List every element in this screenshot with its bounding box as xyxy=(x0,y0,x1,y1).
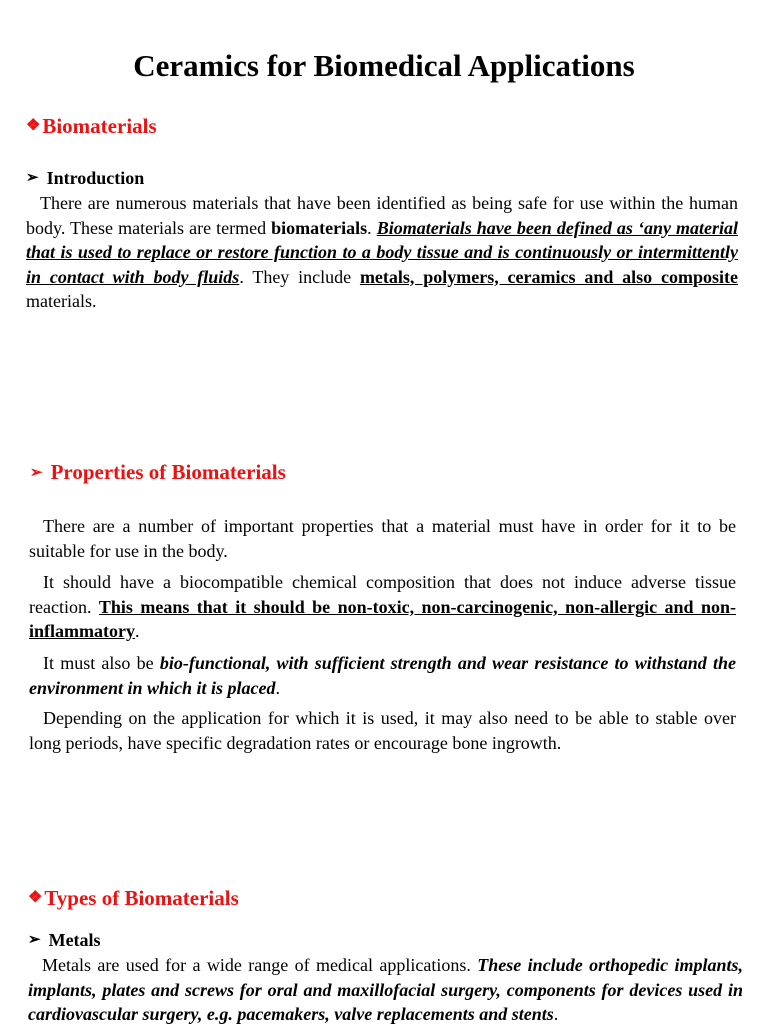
section-heading-biomaterials xyxy=(26,113,157,139)
intro-material-types: metals, polymers, ceramics and also composite xyxy=(359,266,738,287)
intro-text-7: materials. xyxy=(26,291,97,311)
arrow-bullet-icon: ➢ xyxy=(28,932,41,948)
heading-text: Biomaterials xyxy=(42,114,157,138)
prop3-emphasis: bio-functional, with sufficient strength and wear resistance to withstand the environment in which it is placed xyxy=(29,653,736,698)
section-heading-types xyxy=(28,885,239,911)
prop2-text-3: . xyxy=(134,621,140,641)
paragraph-properties-3 xyxy=(29,651,736,700)
paragraph-properties-2 xyxy=(29,570,736,644)
paragraph-introduction xyxy=(26,191,738,314)
metals-text-1: Metals are used for a wide range of medical applications. xyxy=(42,955,478,975)
diamond-bullet-icon: ❖ xyxy=(26,117,41,134)
paragraph-metals xyxy=(28,953,743,1027)
intro-text-3: . xyxy=(367,217,377,238)
metals-text-3: . xyxy=(553,1004,559,1024)
subheading-introduction xyxy=(26,166,144,190)
paragraph-properties-1: There are a number of important properties that a material must have in order for it to be suitable for use in the body. xyxy=(29,516,736,561)
intro-definition: Biomaterials have been defined as ‘any material that is used to replace or restore function to a body tissue and is continuously or intermittently in contact with body fluids xyxy=(26,217,738,287)
subheading-text: Introduction xyxy=(46,168,145,188)
prop3-text-3: . xyxy=(275,677,281,698)
prop2-emphasis: This means that it should be non-toxic, non-carcinogenic, non-allergic and non-inflammatory xyxy=(29,596,736,641)
page-title: Ceramics for Biomedical Applications xyxy=(133,48,635,83)
intro-text-1: There are numerous materials that have been identified as being safe for use within the human body. These materials are termed xyxy=(26,193,738,238)
arrow-bullet-icon: ➢ xyxy=(30,465,43,481)
subheading-text: Metals xyxy=(48,930,101,950)
subheading-metals xyxy=(28,928,101,952)
paragraph-properties-4: Depending on the application for which it is used, it may also need to be able to stable over long periods, have specific degradation rates or encourage bone ingrowth. xyxy=(29,708,736,753)
diamond-bullet-icon: ❖ xyxy=(28,889,43,906)
heading-text: Types of Biomaterials xyxy=(44,886,239,910)
intro-term-biomaterials: biomaterials xyxy=(271,217,368,238)
prop2-text-1: It should have a biocompatible chemical composition that does not induce adverse tissue reaction. xyxy=(29,572,736,617)
section-heading-properties xyxy=(30,459,286,486)
metals-emphasis: These include orthopedic implants, implants, plates and screws for oral and maxillofacial surgery, components for devices used in cardiovascular surgery, e.g. pacemakers, valve replacements and stents xyxy=(28,955,743,1024)
arrow-bullet-icon: ➢ xyxy=(26,170,39,186)
heading-text: Properties of Biomaterials xyxy=(50,460,286,484)
prop3-text-1: It must also be xyxy=(43,653,160,673)
intro-text-5: . They include xyxy=(239,266,360,287)
